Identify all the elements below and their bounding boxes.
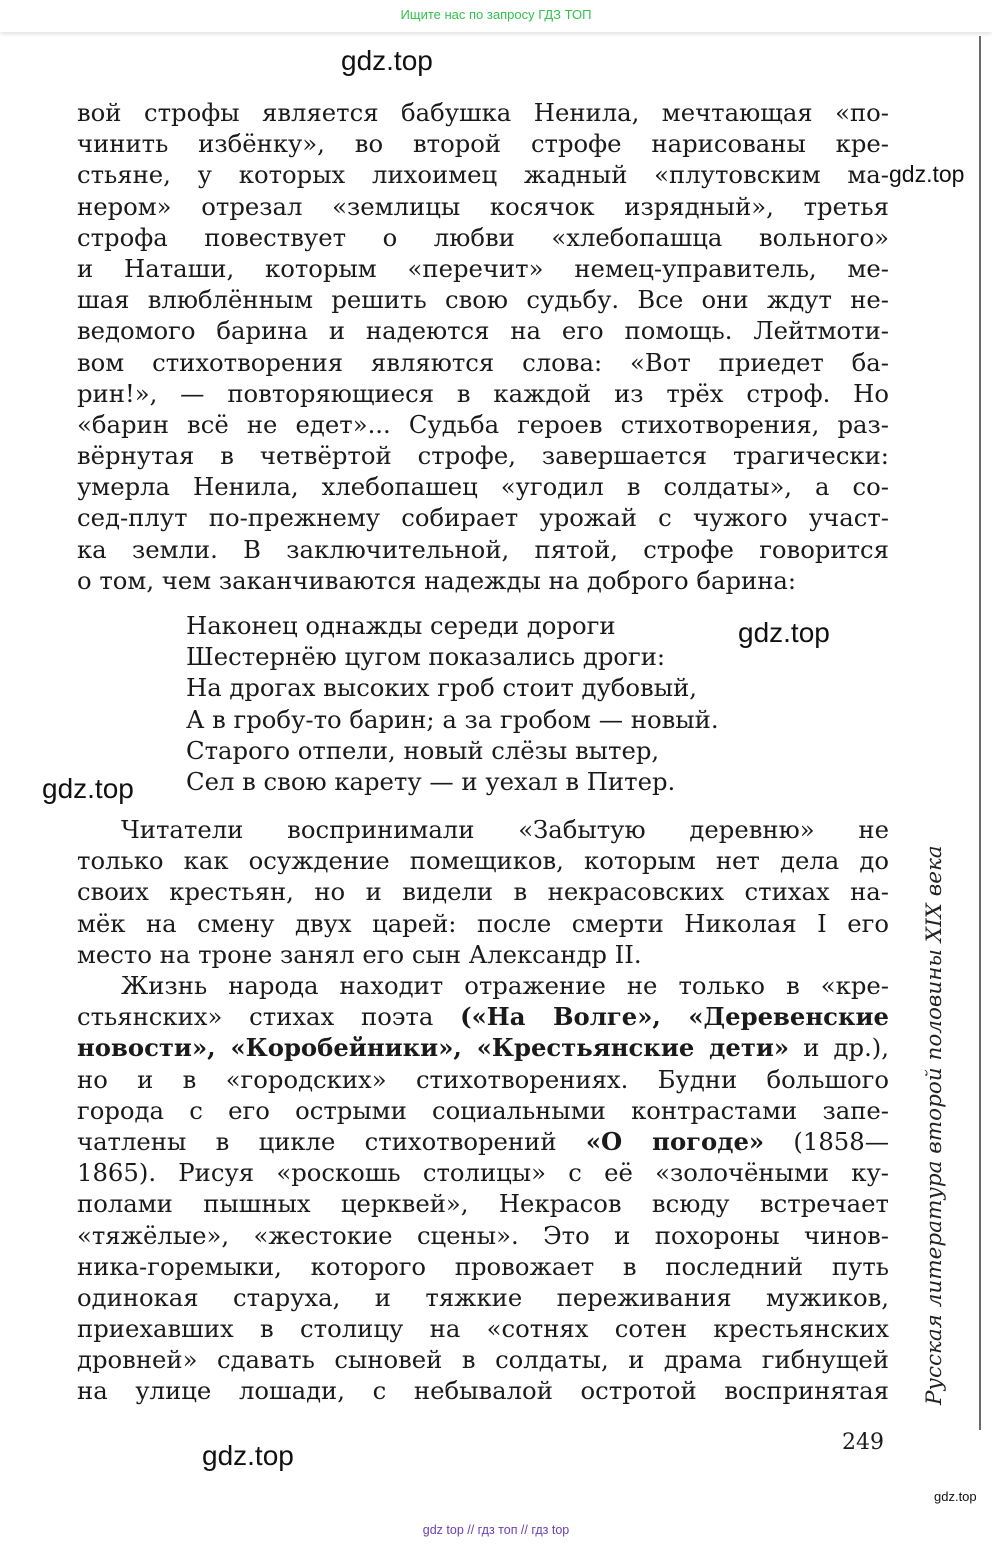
text-line: Читатели воспринимали «Забытую деревню» не — [121, 815, 889, 844]
text-segment: стьянских» стихах поэта — [77, 1002, 461, 1032]
poem-quote — [186, 610, 806, 797]
paragraph-3 — [77, 970, 889, 1407]
text-line — [77, 1126, 889, 1157]
text-segment: чатлены в цикле стихотворений — [77, 1126, 586, 1156]
text-line: ведомого барина и надеются на его помощь. Лейтмоти- — [77, 316, 889, 346]
watermark: gdz.top — [341, 45, 433, 76]
verse-line: На дрогах высоких гроб стоит дубовый, — [186, 673, 697, 703]
top-banner[interactable]: Ищите нас по запросу ГДЗ ТОП — [0, 0, 992, 32]
bold-title: «О погоде» — [585, 1126, 765, 1156]
text-line: «барин всё не едет»... Судьба героев стихотворения, раз- — [77, 409, 889, 439]
text-line: дровней» сдавать сыновей в солдаты, и драма гибнущей — [77, 1345, 889, 1375]
text-line: место на троне занял его сын Александр II. — [77, 939, 642, 969]
text-line: одинокая старуха, и тяжкие переживания мужиков, — [77, 1282, 889, 1312]
bold-titles: новости», «Коробейники», «Крестьянские дети» — [77, 1033, 790, 1063]
text-line: полами пышных церквей», Некрасов всюду встречает — [77, 1189, 889, 1219]
text-line: только как осуждение помещиков, которым нет дела до — [77, 846, 889, 876]
text-line: вёрнутая в четвёртой строфе, завершается трагически: — [77, 441, 889, 471]
text-line: и Наташи, которым «перечит» немец-управитель, ме- — [77, 253, 889, 283]
bold-titles: («На Волге», «Деревенские — [460, 1002, 889, 1032]
right-margin-rule — [979, 36, 981, 1430]
watermark: gdz.top — [934, 1489, 977, 1504]
watermark: gdz.top — [42, 773, 134, 804]
footer-links[interactable]: gdz top // гдз топ // гдз top — [422, 1523, 570, 1537]
watermark: gdz.top — [202, 1440, 294, 1471]
text-line: вом стихотворения являются слова: «Вот приедет ба- — [77, 347, 889, 377]
text-line: рин!», — повторяющиеся в каждой из трёх строф. Но — [77, 378, 889, 408]
running-side-title: Русская литература второй половины XIX века — [922, 845, 947, 1405]
text-line: 1865). Рисуя «роскошь столицы» с её «золочёными ку- — [77, 1158, 889, 1188]
text-line: о том, чем заканчиваются надежды на доброго барина: — [77, 565, 797, 595]
text-line — [77, 1001, 889, 1032]
verse-line: Наконец однажды середи дороги — [186, 611, 616, 640]
text-line: приехавших в столицу на «сотнях сотен крестьянских — [77, 1314, 889, 1344]
text-line: вой строфы является бабушка Ненила, мечтающая «по- — [77, 98, 889, 127]
text-line — [77, 1032, 889, 1063]
text-line: Жизнь народа находит отражение не только в «кре- — [121, 971, 889, 1000]
text-line: чинить избёнку», во второй строфе нарисованы кре- — [77, 129, 889, 159]
text-line: своих крестьян, но и видели в некрасовских стихах на- — [77, 877, 889, 907]
verse-line: А в гробу-то барин; а за гробом — новый. — [186, 704, 719, 734]
watermark: gdz.top — [889, 161, 965, 187]
text-segment: и др.), — [789, 1033, 889, 1063]
text-line: сед-плут по-прежнему собирает урожай с чужого участ- — [77, 503, 889, 533]
watermark: gdz.top — [738, 617, 830, 648]
text-line: «тяжёлые», «жестокие сцены». Это и похороны чинов- — [77, 1220, 889, 1250]
text-line: стьяне, у которых лихоимец жадный «плутовским ма- — [77, 160, 889, 190]
verse-line: Шестернёю цугом показались дроги: — [186, 642, 666, 672]
text-line: города с его острыми социальными контрастами запе- — [77, 1095, 889, 1125]
text-line: мёк на смену двух царей: после смерти Николая I его — [77, 908, 889, 938]
text-line: нером» отрезал «землицы косячок изрядный», третья — [77, 191, 889, 221]
verse-line: Старого отпели, новый слёзы вытер, — [186, 735, 660, 765]
text-line: но и в «городских» стихотворениях. Будни большого — [77, 1064, 889, 1094]
text-line: ника-горемыки, которого провожает в последний путь — [77, 1251, 889, 1281]
verse-line: Сел в свою карету — и уехал в Питер. — [186, 766, 676, 796]
paragraph-1 — [77, 97, 889, 596]
text-line: шая влюблённым решить свою судьбу. Все они ждут не- — [77, 285, 889, 315]
text-line: строфа повествует о любви «хлебопашца вольного» — [77, 222, 889, 252]
text-line: ка земли. В заключительной, пятой, строфе говорится — [77, 534, 889, 564]
page-number: 249 — [842, 1430, 884, 1455]
text-segment: (1858— — [764, 1126, 889, 1156]
text-line: умерла Ненила, хлебопашец «угодил в солдаты», а со- — [77, 472, 889, 502]
paragraph-2 — [77, 814, 889, 970]
text-line: на улице лошади, с небывалой остротой воспринятая — [77, 1376, 889, 1406]
